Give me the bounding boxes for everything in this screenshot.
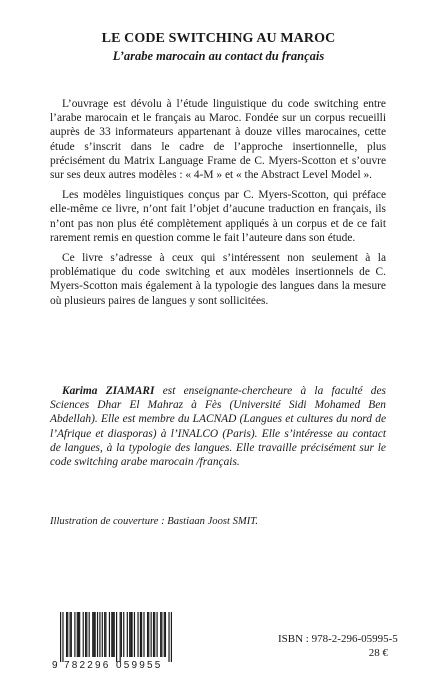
barcode-bar [70,612,71,657]
price: 28 € [368,647,388,659]
barcode-bars [60,612,172,662]
barcode-bar [164,612,165,657]
barcode-bar [153,612,154,657]
description-paragraph-2: Les modèles linguistiques conçus par C. Myers-Scotton, qui préface elle-même ce livre, n’ont fait l’objet d’aucune traduction en français, ils n’ont pas non plus été complètement appliqués à un corpus et de ce fait rarement remis en question comme le fait l’auteure dans son étude. [50,189,386,244]
barcode-bar [134,612,135,657]
author-name: Karima ZIAMARI [62,385,155,397]
barcode-bar [143,612,144,657]
barcode-bar [161,612,162,657]
barcode-bar [127,612,128,657]
barcode-bar [60,612,61,662]
barcode-bar [112,612,113,657]
barcode-bar [114,612,115,657]
description-paragraph-1: L’ouvrage est dévolu à l’étude linguistique du code switching entre l’arabe marocain et le français au Maroc. Fondée sur un corpus recueilli auprès de 33 informateurs appartenant à douze villes marocaines, cette étude s’inscrit dans le cadre de l’approche insertionnelle, plus précisément du Matrix Language Frame de C. Myers-Scotton et s’ouvre sur ses deux autres modèles : « 4-M » et « the Abstract Level Model ». [50,98,386,182]
barcode-bar [74,612,75,657]
barcode-bar [121,612,122,657]
barcode-bar [137,612,138,657]
barcode-bar [147,612,148,657]
book-title: LE CODE SWITCHING AU MAROC [101,31,336,46]
author-bio-paragraph [50,384,386,469]
barcode-bar [95,612,96,657]
barcode-bar [168,612,169,662]
barcode-bar [109,612,110,657]
barcode-left-digits: 782296 [64,660,111,670]
description-paragraph-3: Ce livre s’adresse à ceux qui s’intéressent non seulement à la problématique du code switching et aux modèles insertionnels de C. Myers-Scotton mais également à la typologie des langues dans la mesure où plusieurs paires de langues y sont sollicitées. [50,252,386,307]
barcode-bar [92,612,93,657]
barcode-bar [129,612,130,657]
barcode-lead-digit: 9 [52,660,58,670]
barcode-bar [141,612,142,657]
barcode [52,612,174,670]
barcode-bar [148,612,149,657]
author-bio-text: est enseignante-chercheure à la faculté des Sciences Dhar El Mahraz à Fès (Université Sidi Mohamed Ben Abdellah). Elle est membre du LACNAD (Langues et cultures du nord de l’Afrique et diasporas) à l’INALCO (Paris). Elle s’intéresse au contact de langues, à la typologie des langues. Elle travaille précisément sur le code switching arabe marocain /français. [50,385,386,469]
barcode-bar [130,612,131,657]
barcode-bar [131,612,132,657]
book-description [50,97,386,314]
barcode-bar [154,612,155,657]
isbn-block [278,632,398,660]
barcode-bar [102,612,103,657]
barcode-bar [165,612,166,657]
barcode-bar [171,612,172,662]
barcode-bar [99,612,100,657]
barcode-bar [66,612,67,657]
barcode-bar [105,612,106,657]
barcode-bar [104,612,105,657]
book-subtitle: L’arabe marocain au contact du français [112,49,325,63]
barcode-bar [86,612,87,657]
isbn: ISBN : 978-2-296-05995-5 [278,633,398,645]
illustration-credit: Illustration de couverture : Bastiaan Joost SMIT. [50,516,259,527]
barcode-bar [123,612,124,657]
barcode-right-digits: 059955 [116,660,163,670]
barcode-bar [71,612,72,657]
author-bio [50,384,386,469]
barcode-bar [140,612,141,657]
barcode-bar [151,612,152,657]
barcode-bar [67,612,68,657]
barcode-bar [157,612,158,657]
barcode-bar [97,612,98,657]
barcode-bar [62,612,63,662]
barcode-bar [78,612,79,657]
barcode-bar [83,612,84,657]
barcode-bar [77,612,78,657]
barcode-bar [116,612,117,662]
barcode-bar [89,612,90,657]
barcode-bar [160,612,161,657]
barcode-bar [111,612,112,657]
barcode-bar [120,612,121,662]
barcode-bar [93,612,94,657]
barcode-bar [85,612,86,657]
barcode-bar [79,612,80,657]
